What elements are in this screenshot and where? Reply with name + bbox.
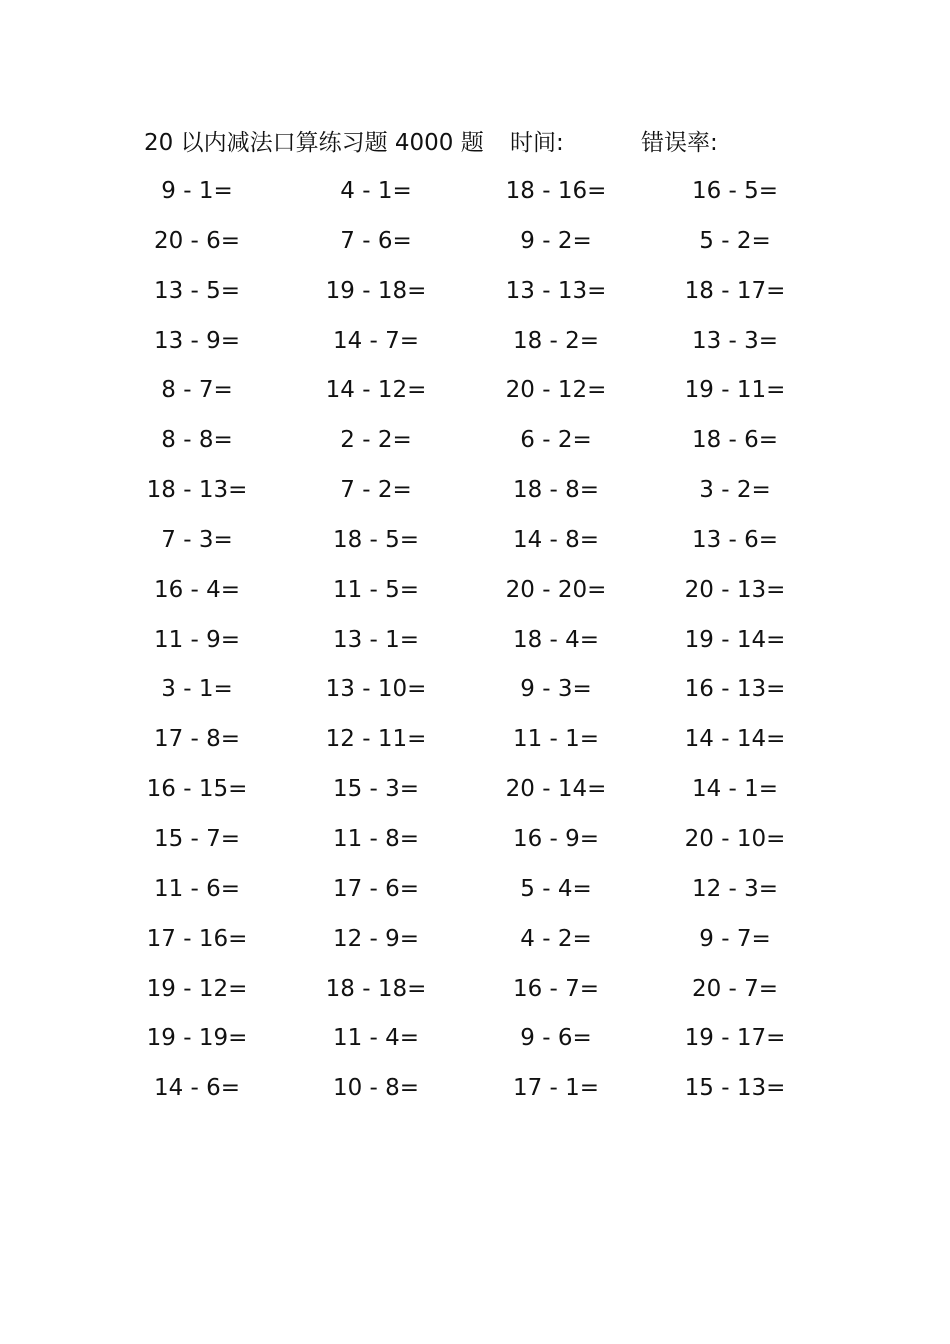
problem: 15 - 13=: [684, 1075, 786, 1102]
problem: 13 - 6=: [691, 526, 779, 553]
problem: 11 - 4=: [332, 1025, 420, 1052]
error-rate-label: 错误率:: [641, 130, 718, 156]
problem: 6 - 2=: [520, 427, 592, 454]
problem: 18 - 2=: [512, 327, 600, 354]
problem: 7 - 2=: [340, 477, 412, 504]
problem: 14 - 1=: [691, 776, 779, 803]
problem-row: [0, 317, 950, 367]
problem-row: [0, 366, 950, 416]
problem: 17 - 16=: [146, 925, 248, 952]
problem: 20 - 6=: [153, 227, 241, 254]
problem: 14 - 12=: [325, 377, 427, 404]
problem: 16 - 15=: [146, 776, 248, 803]
problem: 15 - 3=: [332, 776, 420, 803]
problem: 13 - 1=: [332, 626, 420, 653]
worksheet-header: [0, 124, 950, 162]
problem: 11 - 9=: [153, 626, 241, 653]
problem: 3 - 2=: [699, 477, 771, 504]
problem: 9 - 1=: [161, 178, 233, 204]
problem: 18 - 18=: [325, 975, 427, 1002]
problem: 9 - 6=: [520, 1025, 592, 1052]
problem: 20 - 12=: [505, 377, 607, 404]
problem: 4 - 2=: [520, 925, 592, 952]
problem: 20 - 20=: [505, 576, 607, 603]
problem: 18 - 5=: [332, 526, 420, 553]
problem: 14 - 14=: [684, 726, 786, 753]
problem: 9 - 3=: [520, 676, 592, 703]
problem-row: [0, 665, 950, 715]
problem: 19 - 18=: [325, 277, 427, 304]
problem: 3 - 1=: [161, 676, 233, 703]
problem: 18 - 4=: [512, 626, 600, 653]
problem: 11 - 8=: [332, 825, 420, 852]
problem: 14 - 8=: [512, 526, 600, 553]
problem-row: [0, 815, 950, 865]
problem: 10 - 8=: [332, 1075, 420, 1102]
problem: 13 - 9=: [153, 327, 241, 354]
problem: 19 - 14=: [684, 626, 786, 653]
problem: 18 - 13=: [146, 477, 248, 504]
problem: 16 - 5=: [691, 178, 779, 204]
problem: 15 - 7=: [153, 825, 241, 852]
problem-row: [0, 267, 950, 317]
problem-row: [0, 865, 950, 915]
problem: 17 - 1=: [512, 1075, 600, 1102]
problem: 13 - 5=: [153, 277, 241, 304]
problem: 9 - 2=: [520, 227, 592, 254]
problem-row: [0, 765, 950, 815]
problem: 19 - 11=: [684, 377, 786, 404]
problem: 14 - 6=: [153, 1075, 241, 1102]
problem: 16 - 9=: [512, 825, 600, 852]
problem: 11 - 6=: [153, 875, 241, 902]
problem: 2 - 2=: [340, 427, 412, 454]
problem: 18 - 6=: [691, 427, 779, 454]
problem: 19 - 17=: [684, 1025, 786, 1052]
problem: 9 - 7=: [699, 925, 771, 952]
problem-row: [0, 715, 950, 765]
problem: 4 - 1=: [340, 178, 412, 204]
problem: 5 - 2=: [699, 227, 771, 254]
time-label: 时间:: [510, 130, 564, 156]
problem: 14 - 7=: [332, 327, 420, 354]
problem-row: [0, 566, 950, 616]
problem: 7 - 6=: [340, 227, 412, 254]
problem-row: [0, 167, 950, 217]
problem: 20 - 13=: [684, 576, 786, 603]
problem-row: [0, 915, 950, 965]
problem: 18 - 16=: [505, 178, 607, 204]
problem: 8 - 8=: [161, 427, 233, 454]
problem-row: [0, 416, 950, 466]
problem: 13 - 3=: [691, 327, 779, 354]
problem-row: [0, 217, 950, 267]
problem: 18 - 17=: [684, 277, 786, 304]
problem: 12 - 9=: [332, 925, 420, 952]
problem: 17 - 8=: [153, 726, 241, 753]
worksheet-title: 20 以内减法口算练习题 4000 题: [144, 130, 484, 156]
problem: 16 - 4=: [153, 576, 241, 603]
problem: 8 - 7=: [161, 377, 233, 404]
problem: 16 - 13=: [684, 676, 786, 703]
problem: 18 - 8=: [512, 477, 600, 504]
problem-grid: [0, 167, 950, 1114]
problem: 12 - 3=: [691, 875, 779, 902]
problem: 13 - 13=: [505, 277, 607, 304]
problem: 11 - 5=: [332, 576, 420, 603]
problem: 7 - 3=: [161, 526, 233, 553]
problem: 17 - 6=: [332, 875, 420, 902]
problem-row: [0, 466, 950, 516]
problem-row: [0, 516, 950, 566]
problem-row: [0, 965, 950, 1015]
problem: 16 - 7=: [512, 975, 600, 1002]
problem-row: [0, 1014, 950, 1064]
problem-row: [0, 1064, 950, 1114]
problem: 20 - 14=: [505, 776, 607, 803]
problem: 19 - 12=: [146, 975, 248, 1002]
problem-row: [0, 616, 950, 666]
problem: 12 - 11=: [325, 726, 427, 753]
problem: 13 - 10=: [325, 676, 427, 703]
problem: 19 - 19=: [146, 1025, 248, 1052]
problem: 20 - 10=: [684, 825, 786, 852]
problem: 20 - 7=: [691, 975, 779, 1002]
problem: 5 - 4=: [520, 875, 592, 902]
problem: 11 - 1=: [512, 726, 600, 753]
